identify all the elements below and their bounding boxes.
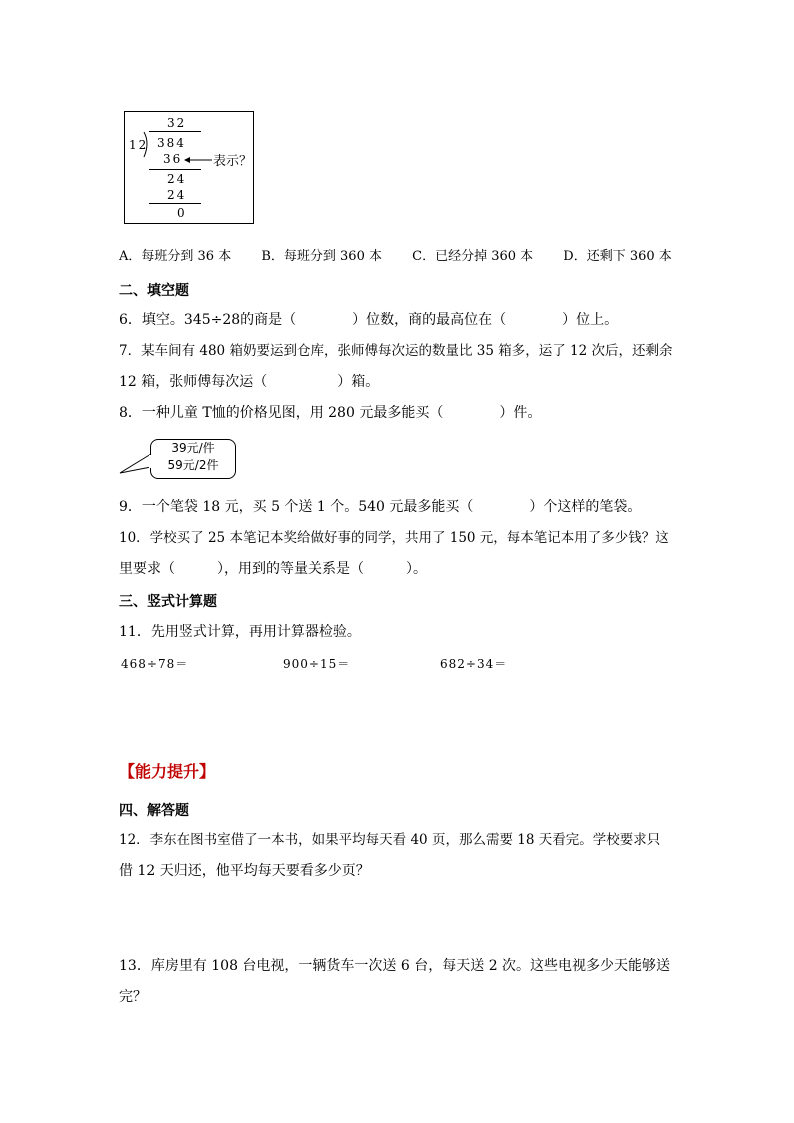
- division-bar: [149, 131, 201, 132]
- step2b-value: 24: [167, 188, 187, 202]
- question-8: 8．一种儿童 T恤的价格见图，用 280 元最多能买（ ）件。: [119, 405, 542, 421]
- expression-3: 682÷34＝: [440, 657, 508, 671]
- arrow-left-icon: [183, 155, 213, 165]
- expression-2: 900÷15＝: [283, 657, 351, 671]
- question-6: 6．填空。345÷28的商是（ ）位数，商的最高位在（ ）位上。: [119, 312, 619, 328]
- question-11: 11．先用竖式计算，再用计算器检验。: [119, 624, 361, 640]
- question-10-line2: 里要求（ ），用到的等量关系是（ ）。: [119, 561, 427, 577]
- question-13-line2: 完？: [119, 989, 147, 1005]
- price-pair: 59元/2件: [167, 458, 219, 472]
- division-diagram: [124, 111, 254, 224]
- question-12-line2: 借 12 天归还，他平均每天要看多少页？: [119, 863, 370, 879]
- division-bracket: [143, 131, 151, 159]
- question-13-line1: 13．库房里有 108 台电视，一辆货车一次送 6 台，每天送 2 次。这些电视多少天能够送: [119, 958, 671, 974]
- divisor: 12: [129, 138, 149, 152]
- step1-value: 36: [163, 152, 183, 166]
- dividend: 384: [157, 136, 186, 150]
- expression-1: 468÷78＝: [121, 657, 189, 671]
- price-single: 39元/件: [171, 441, 215, 455]
- step-rule-2: [149, 203, 201, 204]
- section-vertical-calc-title: 三、竖式计算题: [119, 594, 217, 610]
- quotient: 32: [167, 116, 187, 130]
- question-10-line1: 10．学校买了 25 本笔记本奖给做好事的同学，共用了 150 元，每本笔记本用了多少钱？这: [119, 530, 669, 546]
- ability-section-title: 【能力提升】: [119, 762, 216, 781]
- question-7-line1: 7．某车间有 480 箱奶要运到仓库，张师傅每次运的数量比 35 箱多，运了 12 次后，还剩余: [119, 343, 673, 359]
- section-fill-blank-title: 二、填空题: [119, 283, 189, 299]
- option-a: A．每班分到 36 本: [119, 249, 232, 264]
- step2a-value: 24: [167, 172, 187, 186]
- callout-joint: [149, 455, 153, 468]
- question-9: 9．一个笔袋 18 元，买 5 个送 1 个。540 元最多能买（ ）个这样的笔袋。: [119, 499, 642, 515]
- step-rule-1: [149, 169, 201, 170]
- option-d: D．还剩下 360 本: [563, 249, 672, 264]
- section-solve-title: 四、解答题: [119, 803, 189, 819]
- step1-question: 表示？: [213, 154, 253, 169]
- q5-options: [119, 247, 698, 267]
- price-bubble: [150, 439, 236, 479]
- option-b: B．每班分到 360 本: [261, 249, 382, 264]
- remainder-value: 0: [177, 206, 187, 220]
- option-c: C．已经分掉 360 本: [412, 249, 534, 264]
- question-12-line1: 12．李东在图书室借了一本书，如果平均每天看 40 页，那么需要 18 天看完。学校要求只: [119, 832, 661, 848]
- question-7-line2: 12 箱，张师傅每次运（ ）箱。: [119, 374, 380, 390]
